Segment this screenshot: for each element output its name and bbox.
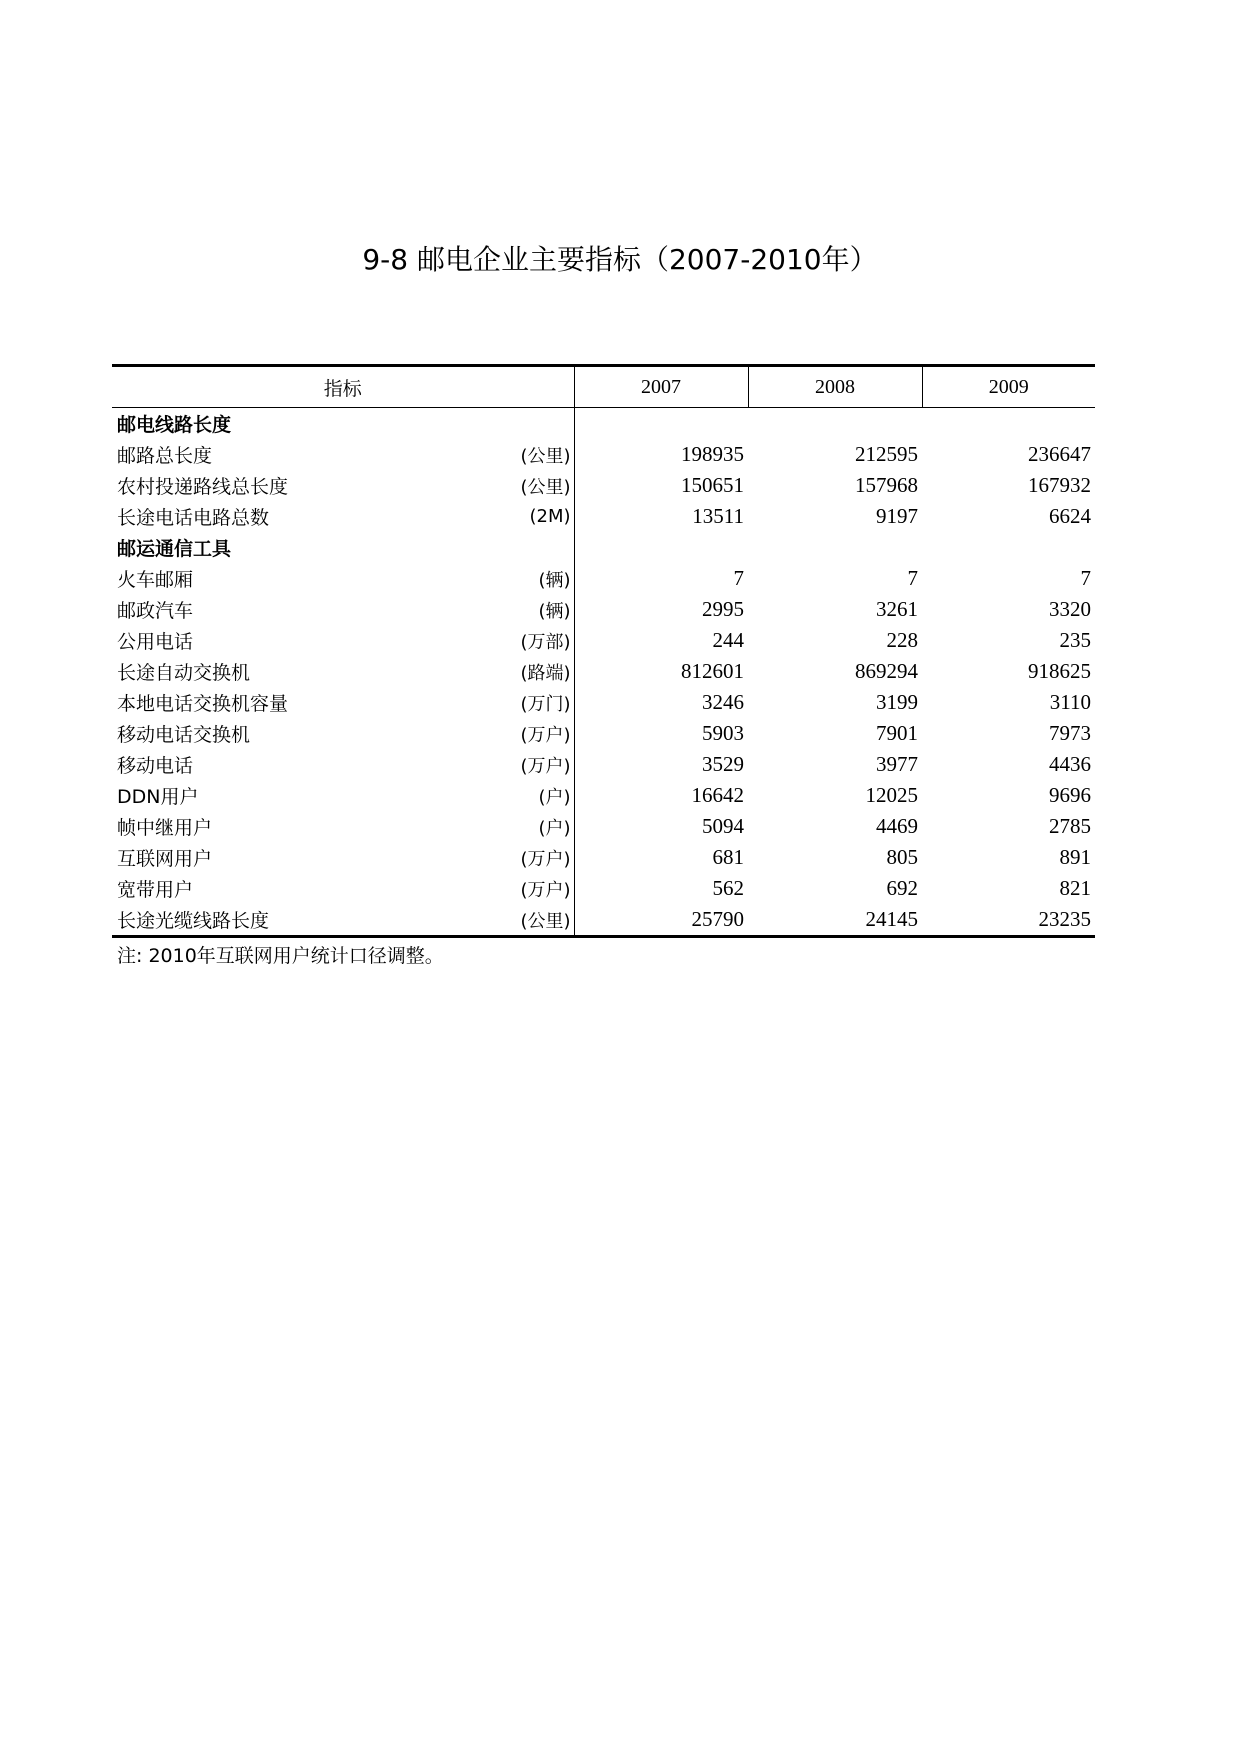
table-body xyxy=(112,408,1095,937)
value-2008: 3199 xyxy=(876,690,919,714)
value-2007: 16642 xyxy=(691,783,745,807)
table-row xyxy=(112,563,1095,594)
table-row xyxy=(112,501,1095,532)
value-2007: 244 xyxy=(712,628,745,652)
indicator-unit: (万门) xyxy=(482,687,574,718)
value-2009: 9696 xyxy=(1049,783,1092,807)
table-row xyxy=(112,439,1095,470)
indicator-name: 农村投递路线总长度 xyxy=(117,476,289,498)
table-row xyxy=(112,687,1095,718)
value-2008: 3261 xyxy=(876,597,919,621)
value-2007: 5094 xyxy=(702,814,745,838)
indicator-unit: (公里) xyxy=(482,470,574,501)
indicator-name: 互联网用户 xyxy=(117,848,213,870)
value-2009: 236647 xyxy=(1028,442,1092,466)
value-2007: 13511 xyxy=(692,504,745,528)
value-2008: 4469 xyxy=(876,814,919,838)
value-2009: 235 xyxy=(1059,628,1092,652)
value-2007: 3529 xyxy=(702,752,745,776)
indicator-unit: (辆) xyxy=(482,563,574,594)
indicator-unit: (辆) xyxy=(482,594,574,625)
value-2009: 23235 xyxy=(922,904,1095,937)
indicator-unit: (公里) xyxy=(482,439,574,470)
header-year-2009: 2009 xyxy=(922,367,1095,408)
value-2007 xyxy=(574,408,748,440)
value-2008: 3977 xyxy=(876,752,919,776)
value-2007: 3246 xyxy=(702,690,745,714)
table-row xyxy=(112,718,1095,749)
value-2008: 7901 xyxy=(876,721,919,745)
value-2009: 821 xyxy=(1059,876,1092,900)
indicator-unit: (路端) xyxy=(482,656,574,687)
indicator-unit: (万户) xyxy=(482,749,574,780)
indicator-unit: (万户) xyxy=(482,718,574,749)
value-2009: 7 xyxy=(1080,566,1092,590)
table-row xyxy=(112,811,1095,842)
value-2007: 2995 xyxy=(702,597,745,621)
indicator-unit xyxy=(482,408,574,440)
value-2009: 6624 xyxy=(1049,504,1092,528)
indicator-unit: (万户) xyxy=(482,842,574,873)
table-row xyxy=(112,625,1095,656)
value-2008: 157968 xyxy=(855,473,919,497)
table-row xyxy=(112,873,1095,904)
value-2009: 7973 xyxy=(1049,721,1092,745)
table-note: 注: 2010年互联网用户统计口径调整。 xyxy=(117,945,444,967)
value-2009: 3110 xyxy=(1049,690,1092,714)
indicator-name: 长途光缆线路长度 xyxy=(112,904,482,937)
table-row xyxy=(112,904,1095,937)
section-row xyxy=(112,532,1095,563)
value-2009 xyxy=(922,532,1095,563)
value-2008: 24145 xyxy=(748,904,922,937)
indicator-unit: (2M) xyxy=(482,501,574,532)
value-2009: 4436 xyxy=(1049,752,1092,776)
indicator-name: 移动电话 xyxy=(117,755,194,777)
table-row xyxy=(112,656,1095,687)
value-2008: 12025 xyxy=(865,783,919,807)
indicator-unit: (万户) xyxy=(482,873,574,904)
indicator-name: 火车邮厢 xyxy=(117,569,194,591)
value-2007: 150651 xyxy=(681,473,745,497)
indicator-name: 邮政汽车 xyxy=(117,600,194,622)
table-row xyxy=(112,842,1095,873)
value-2007: 5903 xyxy=(702,721,745,745)
section-row xyxy=(112,408,1095,440)
value-2008: 692 xyxy=(886,876,919,900)
header-indicator: 指标 xyxy=(112,367,574,408)
indicator-unit xyxy=(482,532,574,563)
indicator-name: 公用电话 xyxy=(117,631,194,653)
value-2007: 562 xyxy=(712,876,745,900)
value-2008 xyxy=(748,408,922,440)
value-2007 xyxy=(574,532,748,563)
indicator-unit: (公里) xyxy=(482,904,574,937)
table-row xyxy=(112,780,1095,811)
table-row xyxy=(112,594,1095,625)
section-title: 邮电线路长度 xyxy=(117,414,232,436)
indicator-table-block xyxy=(112,364,1095,968)
value-2008 xyxy=(748,532,922,563)
value-2008: 869294 xyxy=(855,659,919,683)
indicator-name: 宽带用户 xyxy=(117,879,194,901)
indicator-unit: (户) xyxy=(482,780,574,811)
section-title: 邮运通信工具 xyxy=(117,538,232,560)
value-2009: 2785 xyxy=(1049,814,1092,838)
indicator-unit: (万部) xyxy=(482,625,574,656)
value-2007: 681 xyxy=(712,845,745,869)
value-2009: 3320 xyxy=(1049,597,1092,621)
indicator-name: 移动电话交换机 xyxy=(117,724,251,746)
table-header-row xyxy=(112,367,1095,408)
value-2008: 9197 xyxy=(876,504,919,528)
value-2007: 7 xyxy=(733,566,745,590)
indicator-table xyxy=(112,367,1095,938)
value-2008: 228 xyxy=(886,628,919,652)
value-2009: 167932 xyxy=(1028,473,1092,497)
value-2009 xyxy=(922,408,1095,440)
value-2008: 805 xyxy=(886,845,919,869)
value-2009: 918625 xyxy=(1028,659,1092,683)
indicator-name: 帧中继用户 xyxy=(117,817,213,839)
indicator-unit: (户) xyxy=(482,811,574,842)
table-row xyxy=(112,749,1095,780)
value-2007: 25790 xyxy=(574,904,748,937)
indicator-name: 长途电话电路总数 xyxy=(117,507,270,529)
value-2008: 7 xyxy=(907,566,919,590)
page-title: 9-8 邮电企业主要指标（2007-2010年） xyxy=(362,243,878,276)
table-row xyxy=(112,470,1095,501)
header-year-2007: 2007 xyxy=(574,367,748,408)
value-2008: 212595 xyxy=(855,442,919,466)
indicator-name: 长途自动交换机 xyxy=(117,662,251,684)
value-2009: 891 xyxy=(1059,845,1092,869)
indicator-name: 邮路总长度 xyxy=(117,445,213,467)
indicator-name: DDN用户 xyxy=(117,786,199,808)
header-year-2008: 2008 xyxy=(748,367,922,408)
value-2007: 812601 xyxy=(681,659,745,683)
value-2007: 198935 xyxy=(681,442,745,466)
indicator-name: 本地电话交换机容量 xyxy=(117,693,289,715)
